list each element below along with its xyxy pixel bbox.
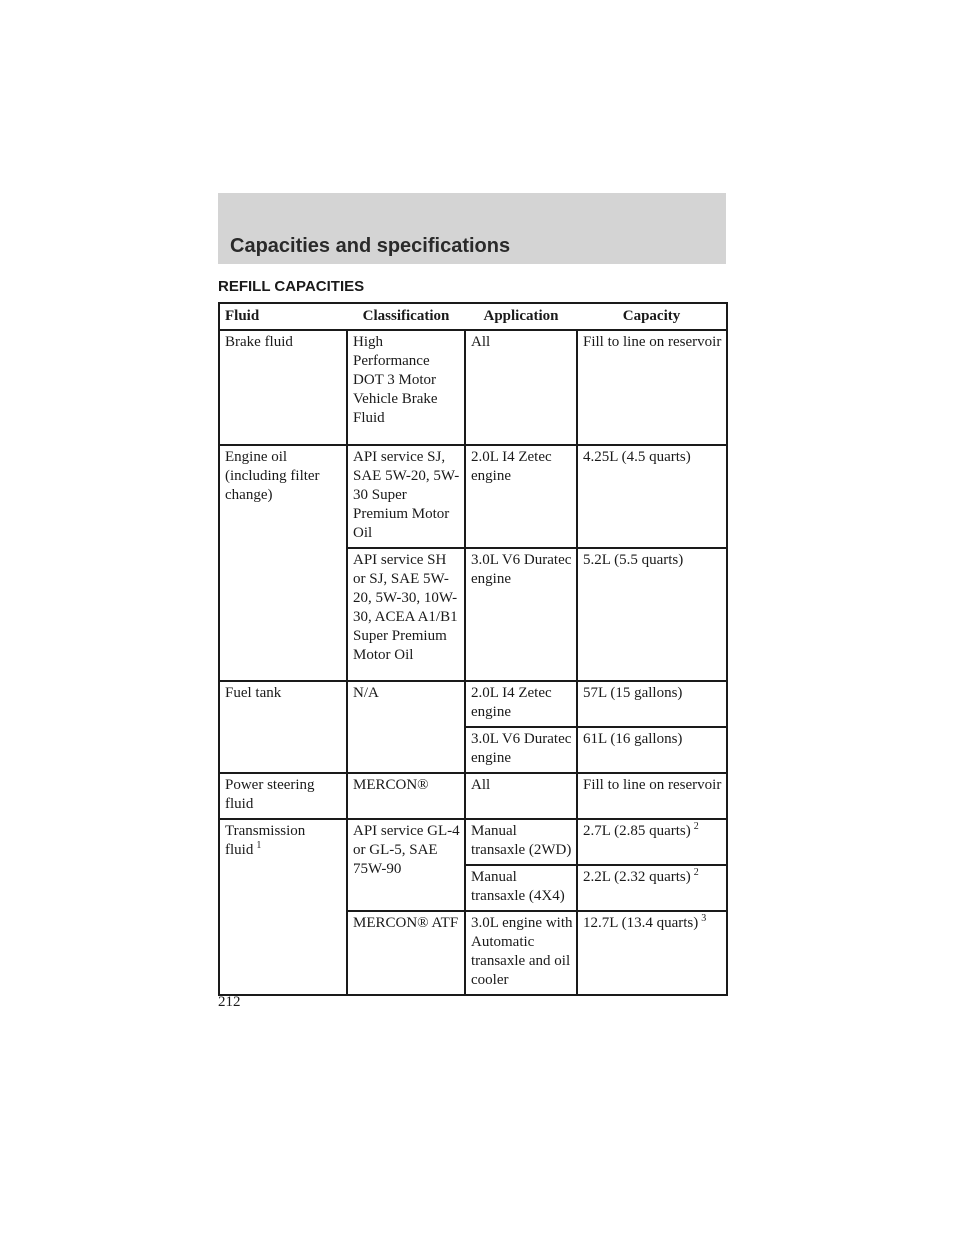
cell-application: 2.0L I4 Zetec engine <box>465 681 577 727</box>
cell-classification: API service SH or SJ, SAE 5W-20, 5W-30, 10W-30, ACEA A1/B1 Super Premium Motor Oil <box>347 548 465 681</box>
table-header-row <box>219 303 727 330</box>
column-header-application: Application <box>465 303 577 330</box>
cell-capacity: Fill to line on reservoir <box>577 330 727 445</box>
footnote-marker: 2 <box>693 821 699 832</box>
cell-classification: MERCON® ATF <box>347 911 465 995</box>
cell-capacity: Fill to line on reservoir <box>577 773 727 819</box>
footnote-marker: 1 <box>256 840 262 851</box>
cell-application: 2.0L I4 Zetec engine <box>465 445 577 548</box>
cell-fluid: Fuel tank <box>219 681 347 773</box>
cell-application: All <box>465 773 577 819</box>
cell-capacity: 4.25L (4.5 quarts) <box>577 445 727 548</box>
fluid-label: Transmission fluid <box>225 823 306 858</box>
capacity-value: 2.2L (2.32 quarts) <box>583 869 691 885</box>
cell-classification: High Performance DOT 3 Motor Vehicle Brake Fluid <box>347 330 465 445</box>
cell-capacity: 61L (16 gallons) <box>577 727 727 773</box>
page-number: 212 <box>218 994 241 1010</box>
section-header-band <box>218 193 726 264</box>
cell-application: 3.0L engine with Automatic transaxle and oil cooler <box>465 911 577 995</box>
cell-fluid: Power steering fluid <box>219 773 347 819</box>
cell-capacity <box>577 819 727 865</box>
cell-capacity <box>577 865 727 911</box>
cell-capacity: 57L (15 gallons) <box>577 681 727 727</box>
page-title: Capacities and specifications <box>230 235 511 257</box>
cell-capacity <box>577 911 727 995</box>
table-row <box>219 819 727 865</box>
cell-capacity: 5.2L (5.5 quarts) <box>577 548 727 681</box>
cell-classification: N/A <box>347 681 465 773</box>
table-row <box>219 330 727 445</box>
cell-classification: API service GL-4 or GL-5, SAE 75W-90 <box>347 819 465 911</box>
cell-application: 3.0L V6 Duratec engine <box>465 548 577 681</box>
cell-application: 3.0L V6 Duratec engine <box>465 727 577 773</box>
cell-application: Manual transaxle (4X4) <box>465 865 577 911</box>
table-row <box>219 773 727 819</box>
cell-application: All <box>465 330 577 445</box>
cell-classification: MERCON® <box>347 773 465 819</box>
cell-application: Manual transaxle (2WD) <box>465 819 577 865</box>
column-header-capacity: Capacity <box>577 303 727 330</box>
capacity-value: 12.7L (13.4 quarts) <box>583 915 699 931</box>
cell-fluid: Brake fluid <box>219 330 347 445</box>
column-header-classification: Classification <box>347 303 465 330</box>
refill-capacities-table <box>218 302 728 996</box>
cell-fluid <box>219 819 347 995</box>
cell-fluid: Engine oil (including filter change) <box>219 445 347 681</box>
cell-classification: API service SJ, SAE 5W-20, 5W-30 Super Premium Motor Oil <box>347 445 465 548</box>
footnote-marker: 2 <box>693 867 699 878</box>
table-row <box>219 681 727 727</box>
table-row <box>219 445 727 548</box>
footnote-marker: 3 <box>701 913 707 924</box>
column-header-fluid: Fluid <box>219 303 347 330</box>
capacity-value: 2.7L (2.85 quarts) <box>583 823 691 839</box>
section-heading: REFILL CAPACITIES <box>218 278 365 295</box>
